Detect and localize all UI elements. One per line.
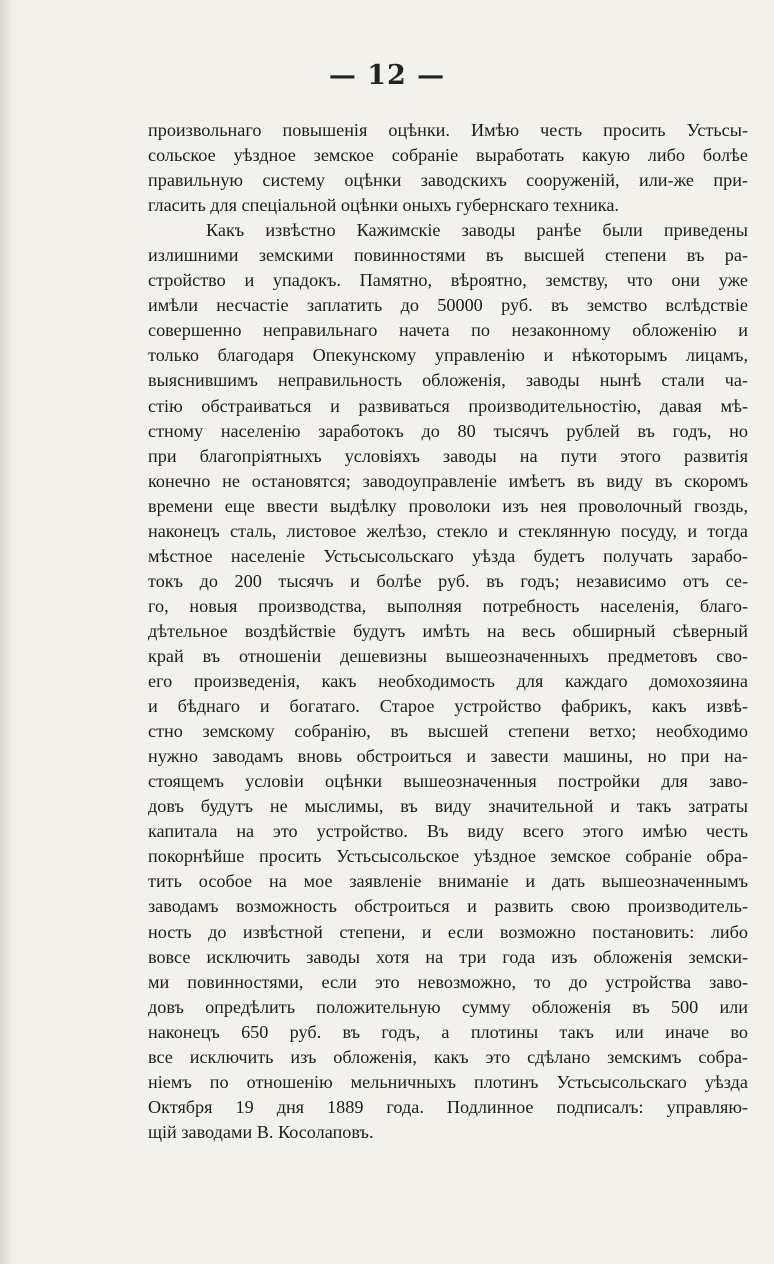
text-line: совершенно неправильнаго начета по незаконному обложенію и bbox=[148, 320, 748, 341]
text-line: ніемъ по отношенію мельничныхъ плотинъ Устьсысольскаго уѣзда bbox=[148, 1071, 748, 1092]
text-line: дѣтельное воздѣйствіе будутъ имѣть на весь обширный сѣверный bbox=[148, 620, 748, 641]
text-line: довъ будутъ не мыслимы, въ виду значительной и такъ затраты bbox=[148, 796, 748, 817]
text-line: конечно не остановятся; заводоуправленіе имѣетъ въ виду въ скоромъ bbox=[148, 470, 748, 491]
text-line: имѣли несчастіе заплатить до 50000 руб. въ земство вслѣдствіе bbox=[148, 295, 748, 316]
text-line: стному населенію заработокъ до 80 тысячъ рублей въ годъ, но bbox=[148, 420, 748, 441]
text-line: только благодаря Опекунскому управленію и нѣкоторымъ лицамъ, bbox=[148, 345, 748, 366]
text-line: довъ опредѣлить положительную сумму обложенія въ 500 или bbox=[148, 996, 748, 1017]
text-line: стоящемъ условіи оцѣнки вышеозначенныя постройки для заво- bbox=[148, 771, 748, 792]
text-line: щій заводами В. Косолаповъ. bbox=[148, 1121, 374, 1142]
text-line: гласить для спеціальной оцѣнки оныхъ губернскаго техника. bbox=[148, 195, 619, 216]
text-line: токъ до 200 тысячъ и болѣе руб. въ годъ; независимо отъ се- bbox=[148, 570, 748, 591]
text-line: заводамъ возможность обстроиться и развить свою производитель- bbox=[148, 896, 748, 917]
text-line: излишними земскими повинностями въ высшей степени въ ра- bbox=[148, 245, 748, 266]
text-line: го, новыя производства, выполняя потребность населенія, благо- bbox=[148, 595, 748, 616]
text-line: стію обстраиваться и развиваться производительностію, давая мѣ- bbox=[148, 395, 748, 416]
text-line: времени еще ввести выдѣлку проволоки изъ нея проволочный гвоздь, bbox=[148, 495, 748, 516]
text-line: Какъ извѣстно Кажимскіе заводы ранѣе были приведены bbox=[206, 220, 748, 241]
text-line: его произведенія, какъ необходимость для каждаго домохозяина bbox=[148, 671, 748, 692]
text-line: сольское уѣздное земское собраніе выработать какую либо болѣе bbox=[148, 145, 748, 166]
text-line: наконецъ 650 руб. въ годъ, а плотины такъ или иначе во bbox=[148, 1021, 748, 1042]
page-number: — 12 — bbox=[328, 60, 446, 91]
text-line: при благопріятныхъ условіяхъ заводы на пути этого развитія bbox=[148, 445, 748, 466]
text-line: тить особое на мое заявленіе вниманіе и дать вышеозначеннымъ bbox=[148, 871, 748, 892]
text-line: наконецъ сталь, листовое желѣзо, стекло и стеклянную посуду, и тогда bbox=[148, 520, 748, 541]
text-line: вовсе исключить заводы хотя на три года изъ обложенія земски- bbox=[148, 946, 748, 967]
text-line: нужно заводамъ вновь обстроиться и завести машины, но при на- bbox=[148, 746, 748, 767]
body-text bbox=[148, 118, 748, 1145]
text-line: мѣстное населеніе Устьсысольскаго уѣзда будетъ получать зарабо- bbox=[148, 545, 748, 566]
text-line: ми повинностями, если это невозможно, то до устройства заво- bbox=[148, 971, 748, 992]
text-line: капитала на это устройство. Въ виду всего этого имѣю честь bbox=[148, 821, 748, 842]
text-line: край въ отношеніи дешевизны вышеозначенныхъ предметовъ сво- bbox=[148, 645, 748, 666]
text-line: и бѣднаго и богатаго. Старое устройство фабрикъ, какъ извѣ- bbox=[148, 696, 748, 717]
text-line: правильную систему оцѣнки заводскихъ сооруженій, или-же при- bbox=[148, 170, 748, 191]
text-line: выяснившимъ неправильность обложенія, заводы нынѣ стали ча- bbox=[148, 370, 748, 391]
text-line: ность до извѣстной степени, и если возможно постановить: либо bbox=[148, 921, 748, 942]
text-line: стройство и упадокъ. Памятно, вѣроятно, земству, что они уже bbox=[148, 270, 748, 291]
text-line: произвольнаго повышенія оцѣнки. Имѣю честь просить Устьсы- bbox=[148, 120, 748, 140]
text-line: все исключить изъ обложенія, какъ это сдѣлано земскимъ собра- bbox=[148, 1046, 748, 1067]
text-line: стно земскому собранію, въ высшей степени ветхо; необходимо bbox=[148, 721, 748, 742]
text-line: Октября 19 дня 1889 года. Подлинное подписалъ: управляю- bbox=[148, 1096, 748, 1117]
text-line: покорнѣйше просить Устьсысольское уѣздное земское собраніе обра- bbox=[148, 846, 748, 867]
